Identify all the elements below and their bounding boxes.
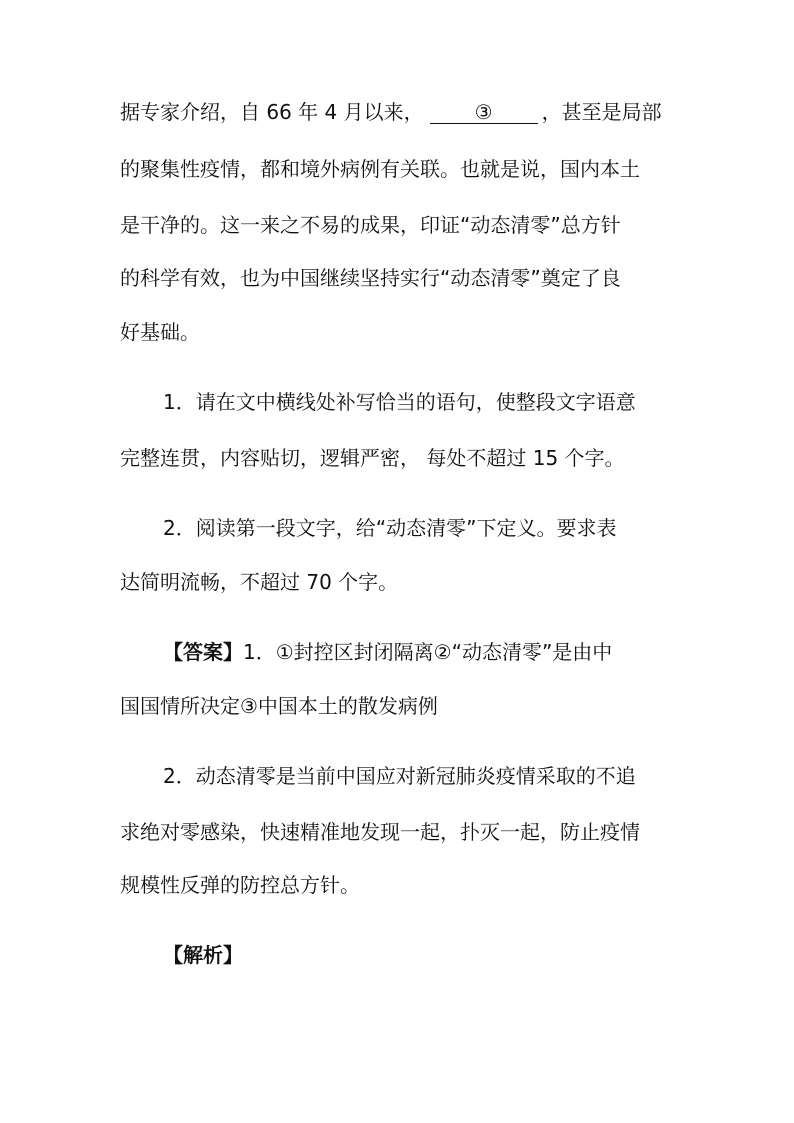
question-1-line-1: 1．请在文中横线处补写恰当的语句，使整段文字语意 — [163, 390, 636, 414]
answer-label: 【答案】 — [163, 640, 243, 664]
paragraph-line-1 — [120, 100, 794, 124]
paragraph-line-2: 的聚集性疫情，都和境外病例有关联。也就是说，国内本土 — [120, 157, 640, 181]
answer-2-line-3: 规模性反弹的防控总方针。 — [120, 873, 360, 897]
fill-in-blank — [430, 101, 538, 124]
analysis-label: 【解析】 — [163, 943, 243, 967]
paragraph-line-5: 好基础。 — [120, 320, 200, 344]
answer-2-line-1: 2．动态清零是当前中国应对新冠肺炎疫情采取的不追 — [163, 764, 636, 788]
answer-text: 1．①封控区封闭隔离②“动态清零”是由中 — [243, 640, 613, 664]
paragraph-line-4: 的科学有效，也为中国继续坚持实行“动态清零”奠定了良 — [120, 266, 621, 290]
answer-2-line-2: 求绝对零感染，快速精准地发现一起，扑灭一起，防止疫情 — [120, 820, 640, 844]
question-2-line-1: 2．阅读第一段文字，给“动态清零”下定义。要求表 — [163, 516, 617, 540]
blank-marker: ③ — [474, 100, 493, 124]
question-1-line-2: 完整连贯，内容贴切，逻辑严密， 每处不超过 15 个字。 — [120, 446, 625, 470]
question-2-line-2: 达简明流畅，不超过 70 个字。 — [120, 570, 399, 594]
paragraph-text: 据专家介绍，自 66 年 4 月以来， — [120, 100, 424, 124]
answer-line-1 — [163, 640, 794, 664]
paragraph-line-3: 是干净的。这一来之不易的成果，印证“动态清零”总方针 — [120, 213, 621, 237]
answer-line-2: 国国情所决定③中国本土的散发病例 — [120, 694, 438, 718]
paragraph-text: ，甚至是局部 — [541, 100, 662, 124]
